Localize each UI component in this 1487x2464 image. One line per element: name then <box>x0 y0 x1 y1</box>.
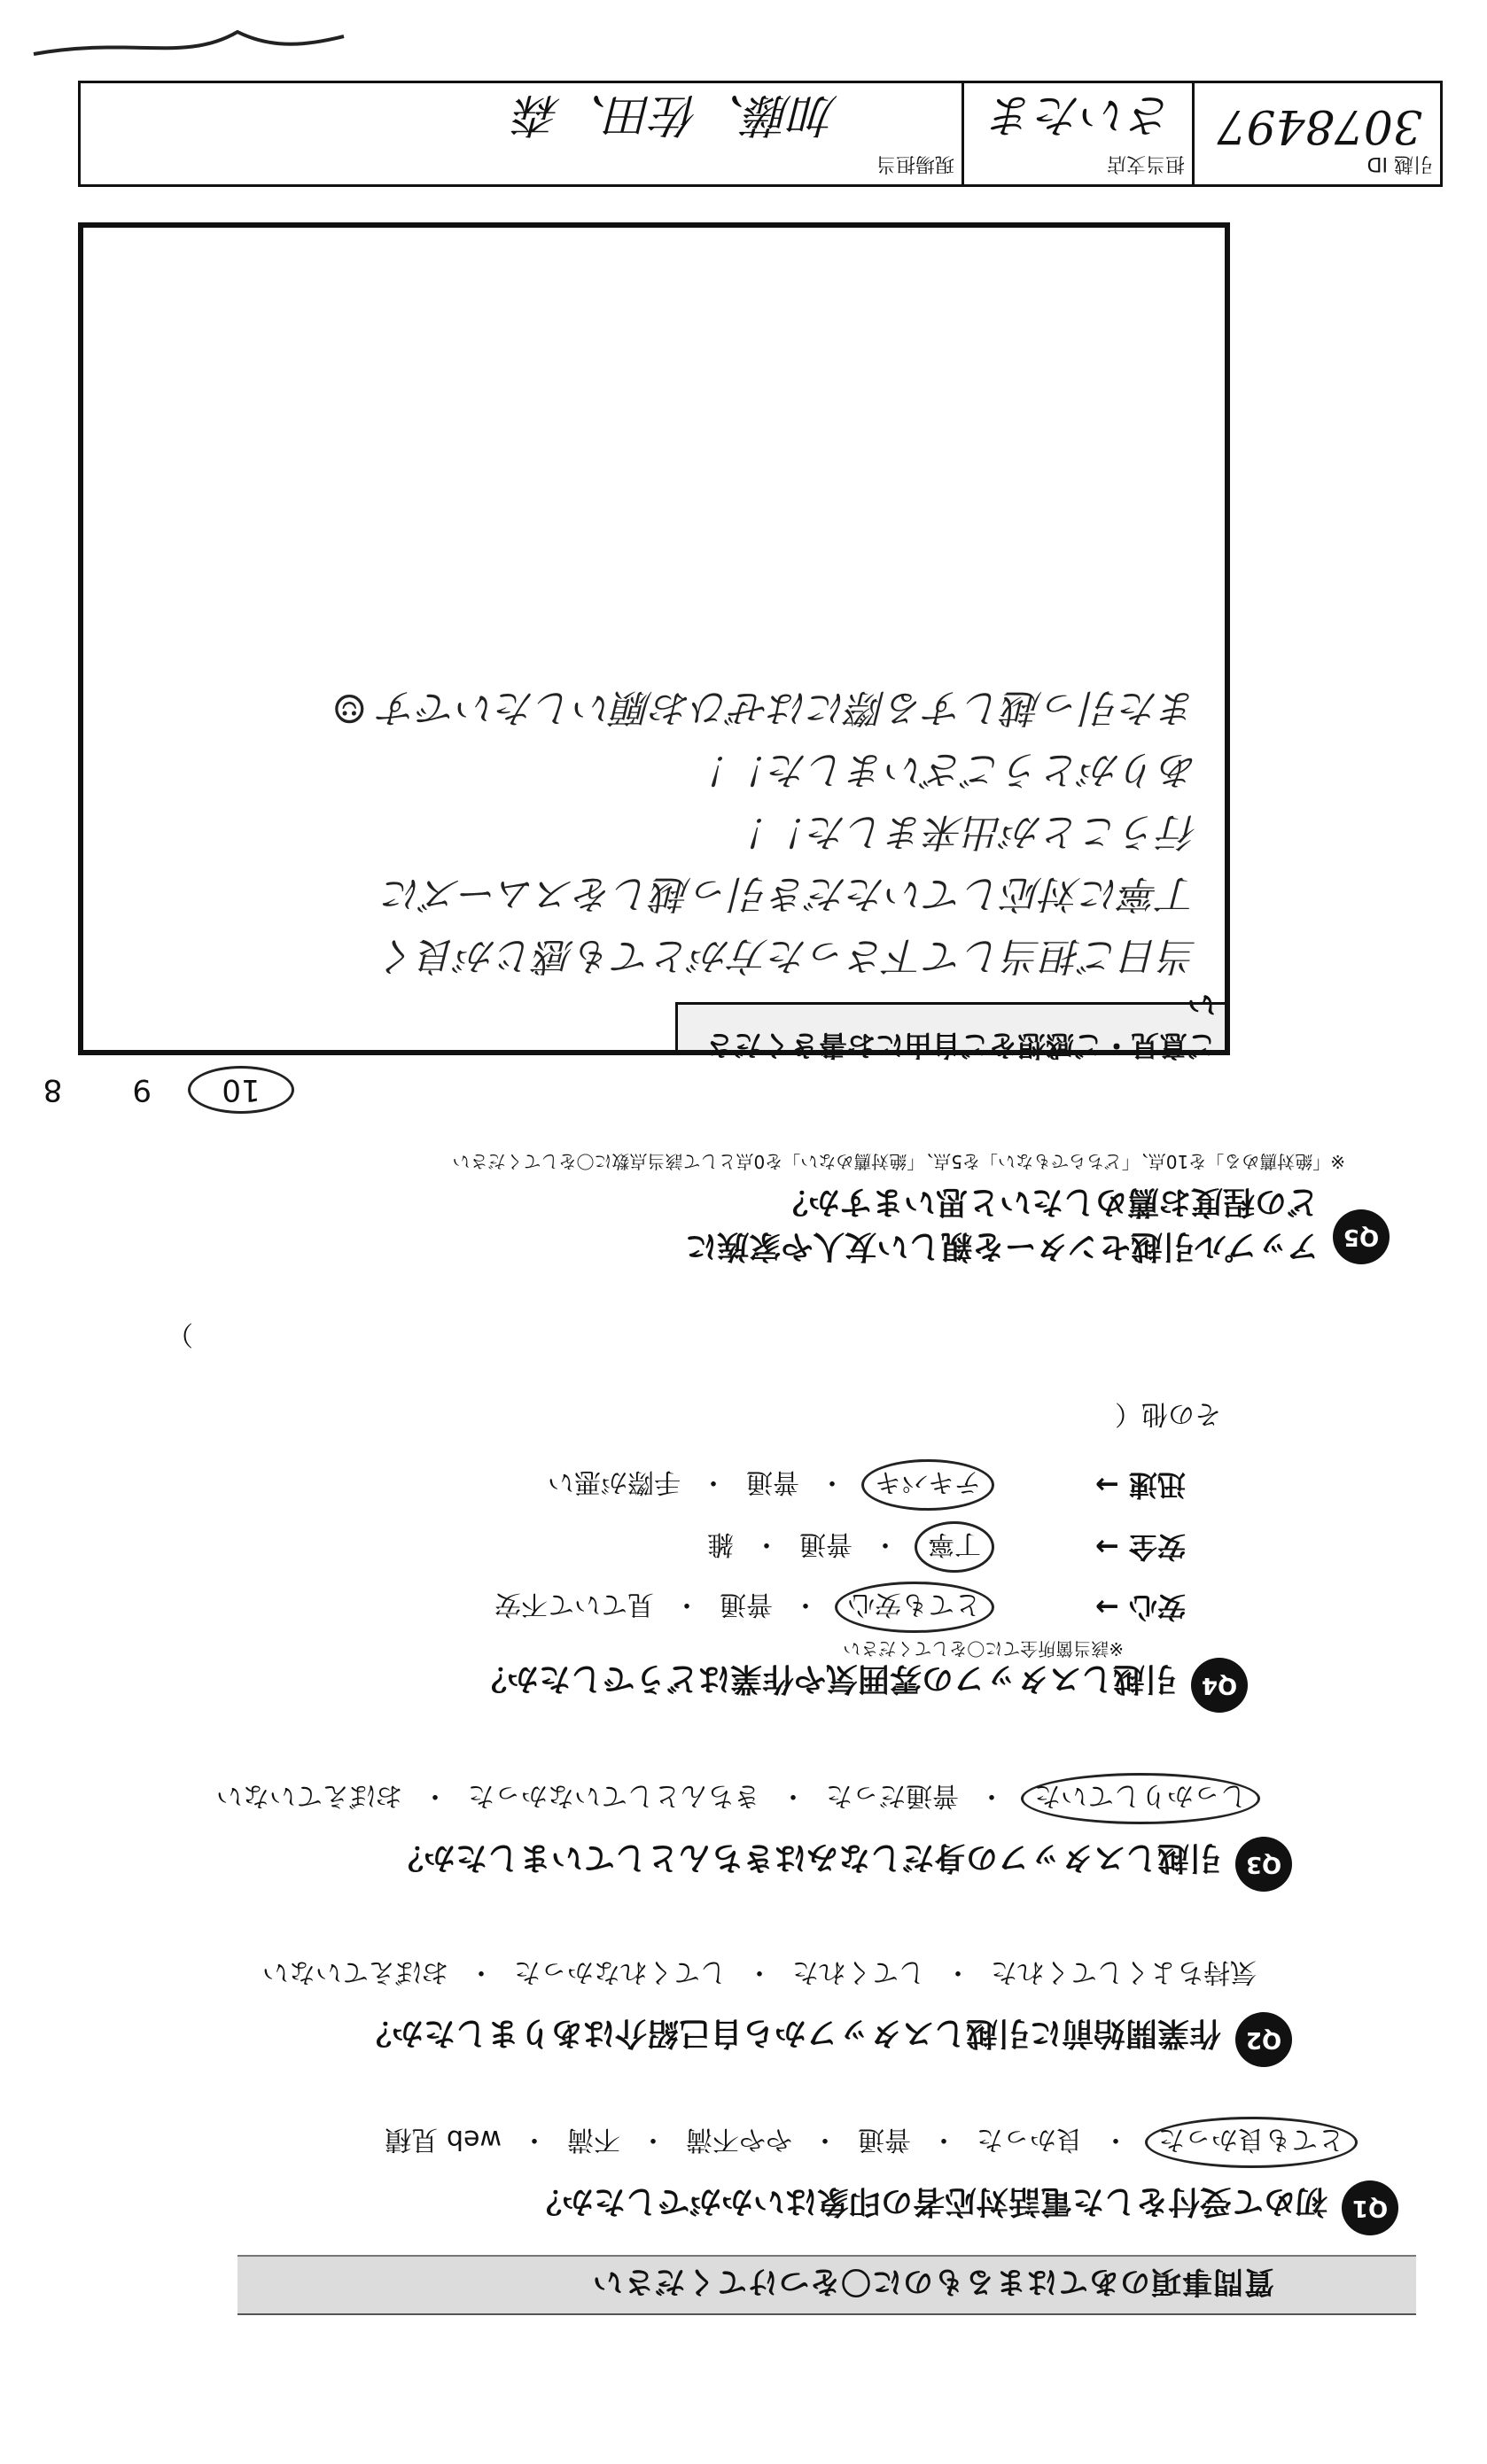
q1-option[interactable]: 良かった <box>977 2124 1083 2155</box>
q5-note: ※「絶対薦める」を10点、「どちらでもない」を5点、「絶対薦めない」を0点として該当点数に〇をしてください <box>452 1151 1345 1172</box>
q4-row-label: 迅速 → <box>1095 1468 1186 1502</box>
q1-option-selected[interactable]: とても良かった <box>1145 2117 1358 2168</box>
instruction-text: 質問事項のあてはまるものに〇をつけてください <box>592 2264 1274 2300</box>
q4-row-label: 安全 → <box>1095 1530 1186 1564</box>
q5-question-line1: アップル引越センターを親しい友人や家族に <box>685 1228 1319 1264</box>
q4-row-options: とても安心・普通・見ていて不安 <box>494 1587 991 1628</box>
q4-option[interactable]: 普通 <box>720 1589 773 1620</box>
comment-line: また引っ越しする際にはぜひお願いしたいです ☺ <box>331 685 1198 730</box>
instruction-banner <box>237 2255 1416 2315</box>
comment-box[interactable] <box>78 222 1230 1063</box>
q5-scale <box>0 1071 291 1108</box>
branch-cell <box>961 83 1192 184</box>
q5-score[interactable] <box>0 1072 4 1108</box>
comment-heading: ご意見・ご感想をご自由にお書きください <box>675 1002 1225 1050</box>
q4-other[interactable]: その他（ <box>1115 1398 1221 1429</box>
q1-option[interactable]: web 見積 <box>385 2124 502 2155</box>
q4-option[interactable]: 手際が悪い <box>548 1466 681 1497</box>
q4-other-close: ） <box>167 1318 193 1349</box>
q4-option-selected[interactable]: とても安心 <box>835 1582 994 1633</box>
q3-option[interactable]: 普通だった <box>826 1780 959 1811</box>
q4-option-selected[interactable]: 丁寧 <box>915 1521 994 1573</box>
q3-option-selected[interactable]: しっかりしていた <box>1021 1773 1260 1824</box>
branch-value: さいたま <box>989 88 1174 141</box>
q5-badge: Q5 <box>1333 1209 1390 1264</box>
q2-option[interactable]: してくれなかった <box>514 1956 727 1987</box>
q1-question: 初めて受付をした電話対応者の印象はいかがでしたか？ <box>529 2183 1327 2219</box>
q4-option[interactable]: 普通 <box>746 1466 799 1497</box>
q4-note: ※該当箇所全てに〇をしてください <box>843 1638 1124 1660</box>
q3-option[interactable]: きちんとしていなかった <box>468 1780 760 1811</box>
q1-option[interactable]: やや不満 <box>686 2124 792 2155</box>
q3-question: 引越しスタッフの身だしなみはきちんとしていましたか？ <box>391 1839 1221 1876</box>
q2-option[interactable]: してくれた <box>792 1956 925 1987</box>
q2-question: 作業開始前に引越しスタッフから自己紹介はありましたか？ <box>359 2015 1221 2051</box>
comment-line: ありがとうございました！！ <box>691 747 1198 792</box>
staff-cell <box>81 83 961 184</box>
q3-options: しっかりしていた・普通だった・きちんとしていなかった・おぼえていない <box>216 1778 1257 1819</box>
q2-options: 気持ちよくしてくれた・してくれた・してくれなかった・おぼえていない <box>262 1956 1257 1987</box>
q4-row-options: 丁寧・普通・雑 <box>707 1527 991 1567</box>
comment-line: 当日ご担当して下さった方がとても感じが良く <box>379 933 1198 978</box>
q2-badge: Q2 <box>1235 2012 1292 2067</box>
staff-value: 加藤、佐田、森 <box>514 88 837 141</box>
q1-options: とても良かった・良かった・普通・やや不満・不満・web 見積 <box>385 2122 1354 2163</box>
q3-option[interactable]: おぼえていない <box>216 1780 402 1811</box>
move-id-value: 3078497 <box>1217 99 1422 152</box>
q5-score[interactable]: 8 <box>43 1072 63 1108</box>
q4-option-selected[interactable]: テキパキ <box>861 1459 994 1511</box>
q4-option[interactable]: 雑 <box>707 1528 734 1559</box>
q5-question-line2: どの程度お薦めしたいと思いますか？ <box>775 1184 1319 1220</box>
q2-option[interactable]: おぼえていない <box>262 1956 448 1987</box>
q3-badge: Q3 <box>1235 1837 1292 1892</box>
q5-score[interactable]: 9 <box>132 1072 152 1108</box>
staff-info-table <box>78 81 1443 187</box>
q5-score-selected[interactable]: 10 <box>188 1066 294 1114</box>
q1-option[interactable]: 普通 <box>858 2124 911 2155</box>
q4-option[interactable]: 見ていて不安 <box>494 1589 654 1620</box>
handwritten-stroke <box>25 19 1460 72</box>
staff-label: 現場担当 <box>876 152 954 175</box>
move-id-label: 引越 ID <box>1366 152 1433 175</box>
move-id-cell <box>1192 83 1440 184</box>
q4-option[interactable]: 普通 <box>799 1528 852 1559</box>
q1-badge: Q1 <box>1342 2180 1398 2235</box>
q4-row-options: テキパキ・普通・手際が悪い <box>548 1465 991 1505</box>
branch-label: 担当支店 <box>1106 152 1185 175</box>
comment-line: 丁寧に対応していただき引っ越しをスムーズに <box>383 871 1198 916</box>
q1-option[interactable]: 不満 <box>567 2124 620 2155</box>
q4-question: 引越しスタッフの雰囲気や作業はどうでしたか？ <box>474 1660 1177 1697</box>
q4-row-label: 安心 → <box>1095 1590 1186 1624</box>
q2-option[interactable]: 気持ちよくしてくれた <box>991 1956 1257 1987</box>
comment-line: 行うことが出来ました！！ <box>730 809 1198 854</box>
q4-badge: Q4 <box>1191 1658 1248 1713</box>
